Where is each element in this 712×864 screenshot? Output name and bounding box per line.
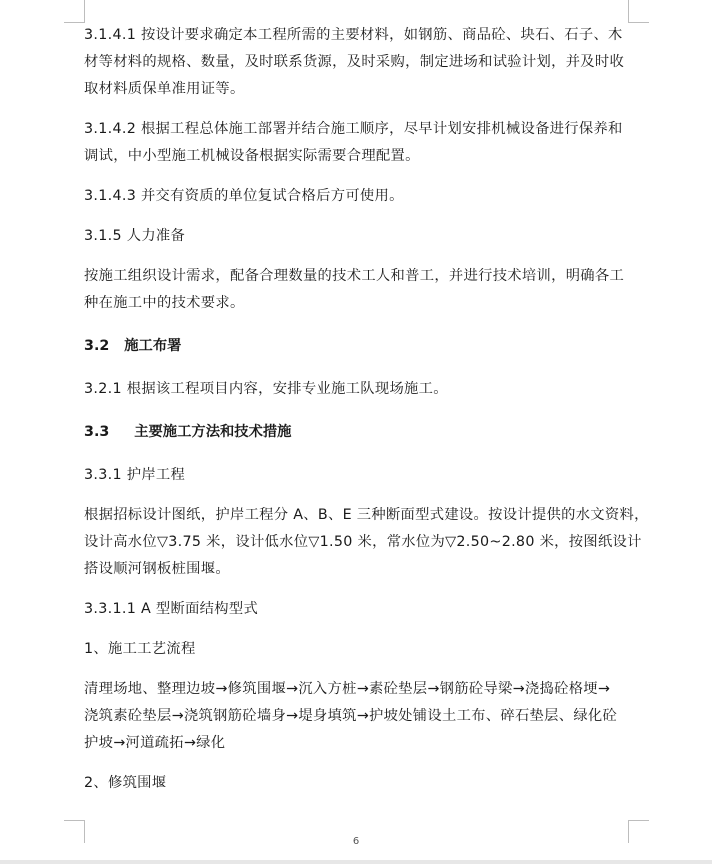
paragraph-manpower [84,263,629,317]
list-item-title: 1、施工工艺流程 [84,641,196,657]
section-title: 主要施工方法和技术措施 [134,424,292,440]
paragraph-revetment [84,502,649,583]
paragraph-3-1-4-3 [84,183,629,210]
subsection-3-3-1 [84,462,629,489]
section-number: 3.3 [84,424,110,440]
text-line: 3.1.4.2 根据工程总体施工部署并结合施工顺序，尽早计划安排机械设备进行保养和 [84,121,623,137]
text-line: 浇筑素砼垫层→浇筑钢筋砼墙身→堤身填筑→护坡处铺设土工布、碎石垫层、绿化砼 [84,708,618,724]
section-title: 施工布署 [124,338,182,354]
item-process-flow [84,636,629,663]
subsection-3-1-5 [84,223,629,250]
paragraph-3-1-4-1 [84,22,629,103]
list-item-title: 2、修筑围堰 [84,775,167,791]
paragraph-process-flow [84,676,629,757]
text-line: 清理场地、整理边坡→修筑围堰→沉入方桩→素砼垫层→钢筋砼导梁→浇捣砼格埂→ [84,681,611,697]
subsection-title: 3.1.5 人力准备 [84,228,186,244]
text-line: 调试，中小型施工机械设备根据实际需要合理配置。 [84,148,420,164]
text-line: 3.2.1 根据该工程项目内容，安排专业施工队现场施工。 [84,381,448,397]
subsection-title: 3.3.1 护岸工程 [84,467,186,483]
paragraph-3-1-4-2 [84,116,629,170]
section-number: 3.2 [84,338,110,354]
crop-mark-top-right [628,0,649,23]
text-line: 取材料质保单准用证等。 [84,81,245,97]
section-heading-3-3 [84,419,629,446]
item-cofferdam [84,770,629,797]
page-bottom-edge [0,860,712,864]
subsection-title: 3.3.1.1 A 型断面结构型式 [84,601,259,617]
page-number: 6 [352,836,360,847]
section-heading-3-2 [84,333,629,360]
text-line: 材等材料的规格、数量，及时联系货源，及时采购，制定进场和试验计划，并及时收 [84,54,625,70]
text-line: 护坡→河道疏拓→绿化 [84,735,226,751]
text-line: 按施工组织设计需求，配备合理数量的技术工人和普工，并进行技术培训，明确各工 [84,268,625,284]
crop-mark-top-left [64,0,85,23]
text-line: 3.1.4.1 按设计要求确定本工程所需的主要材料，如钢筋、商品砼、块石、石子、木 [84,27,623,43]
page-body [84,22,649,797]
subsection-3-3-1-1 [84,596,629,623]
text-line: 根据招标设计图纸，护岸工程分 A、B、E 三种断面型式建设。按设计提供的水文资料， [84,507,649,523]
text-line: 设计高水位▽3.75 米，设计低水位▽1.50 米，常水位为▽2.50~2.80 米，按图纸设计 [84,534,642,550]
text-line: 搭设顺河钢板桩围堰。 [84,561,230,577]
text-line: 3.1.4.3 并交有资质的单位复试合格后方可使用。 [84,188,404,204]
text-line: 种在施工中的技术要求。 [84,295,245,311]
paragraph-3-2-1 [84,376,629,403]
